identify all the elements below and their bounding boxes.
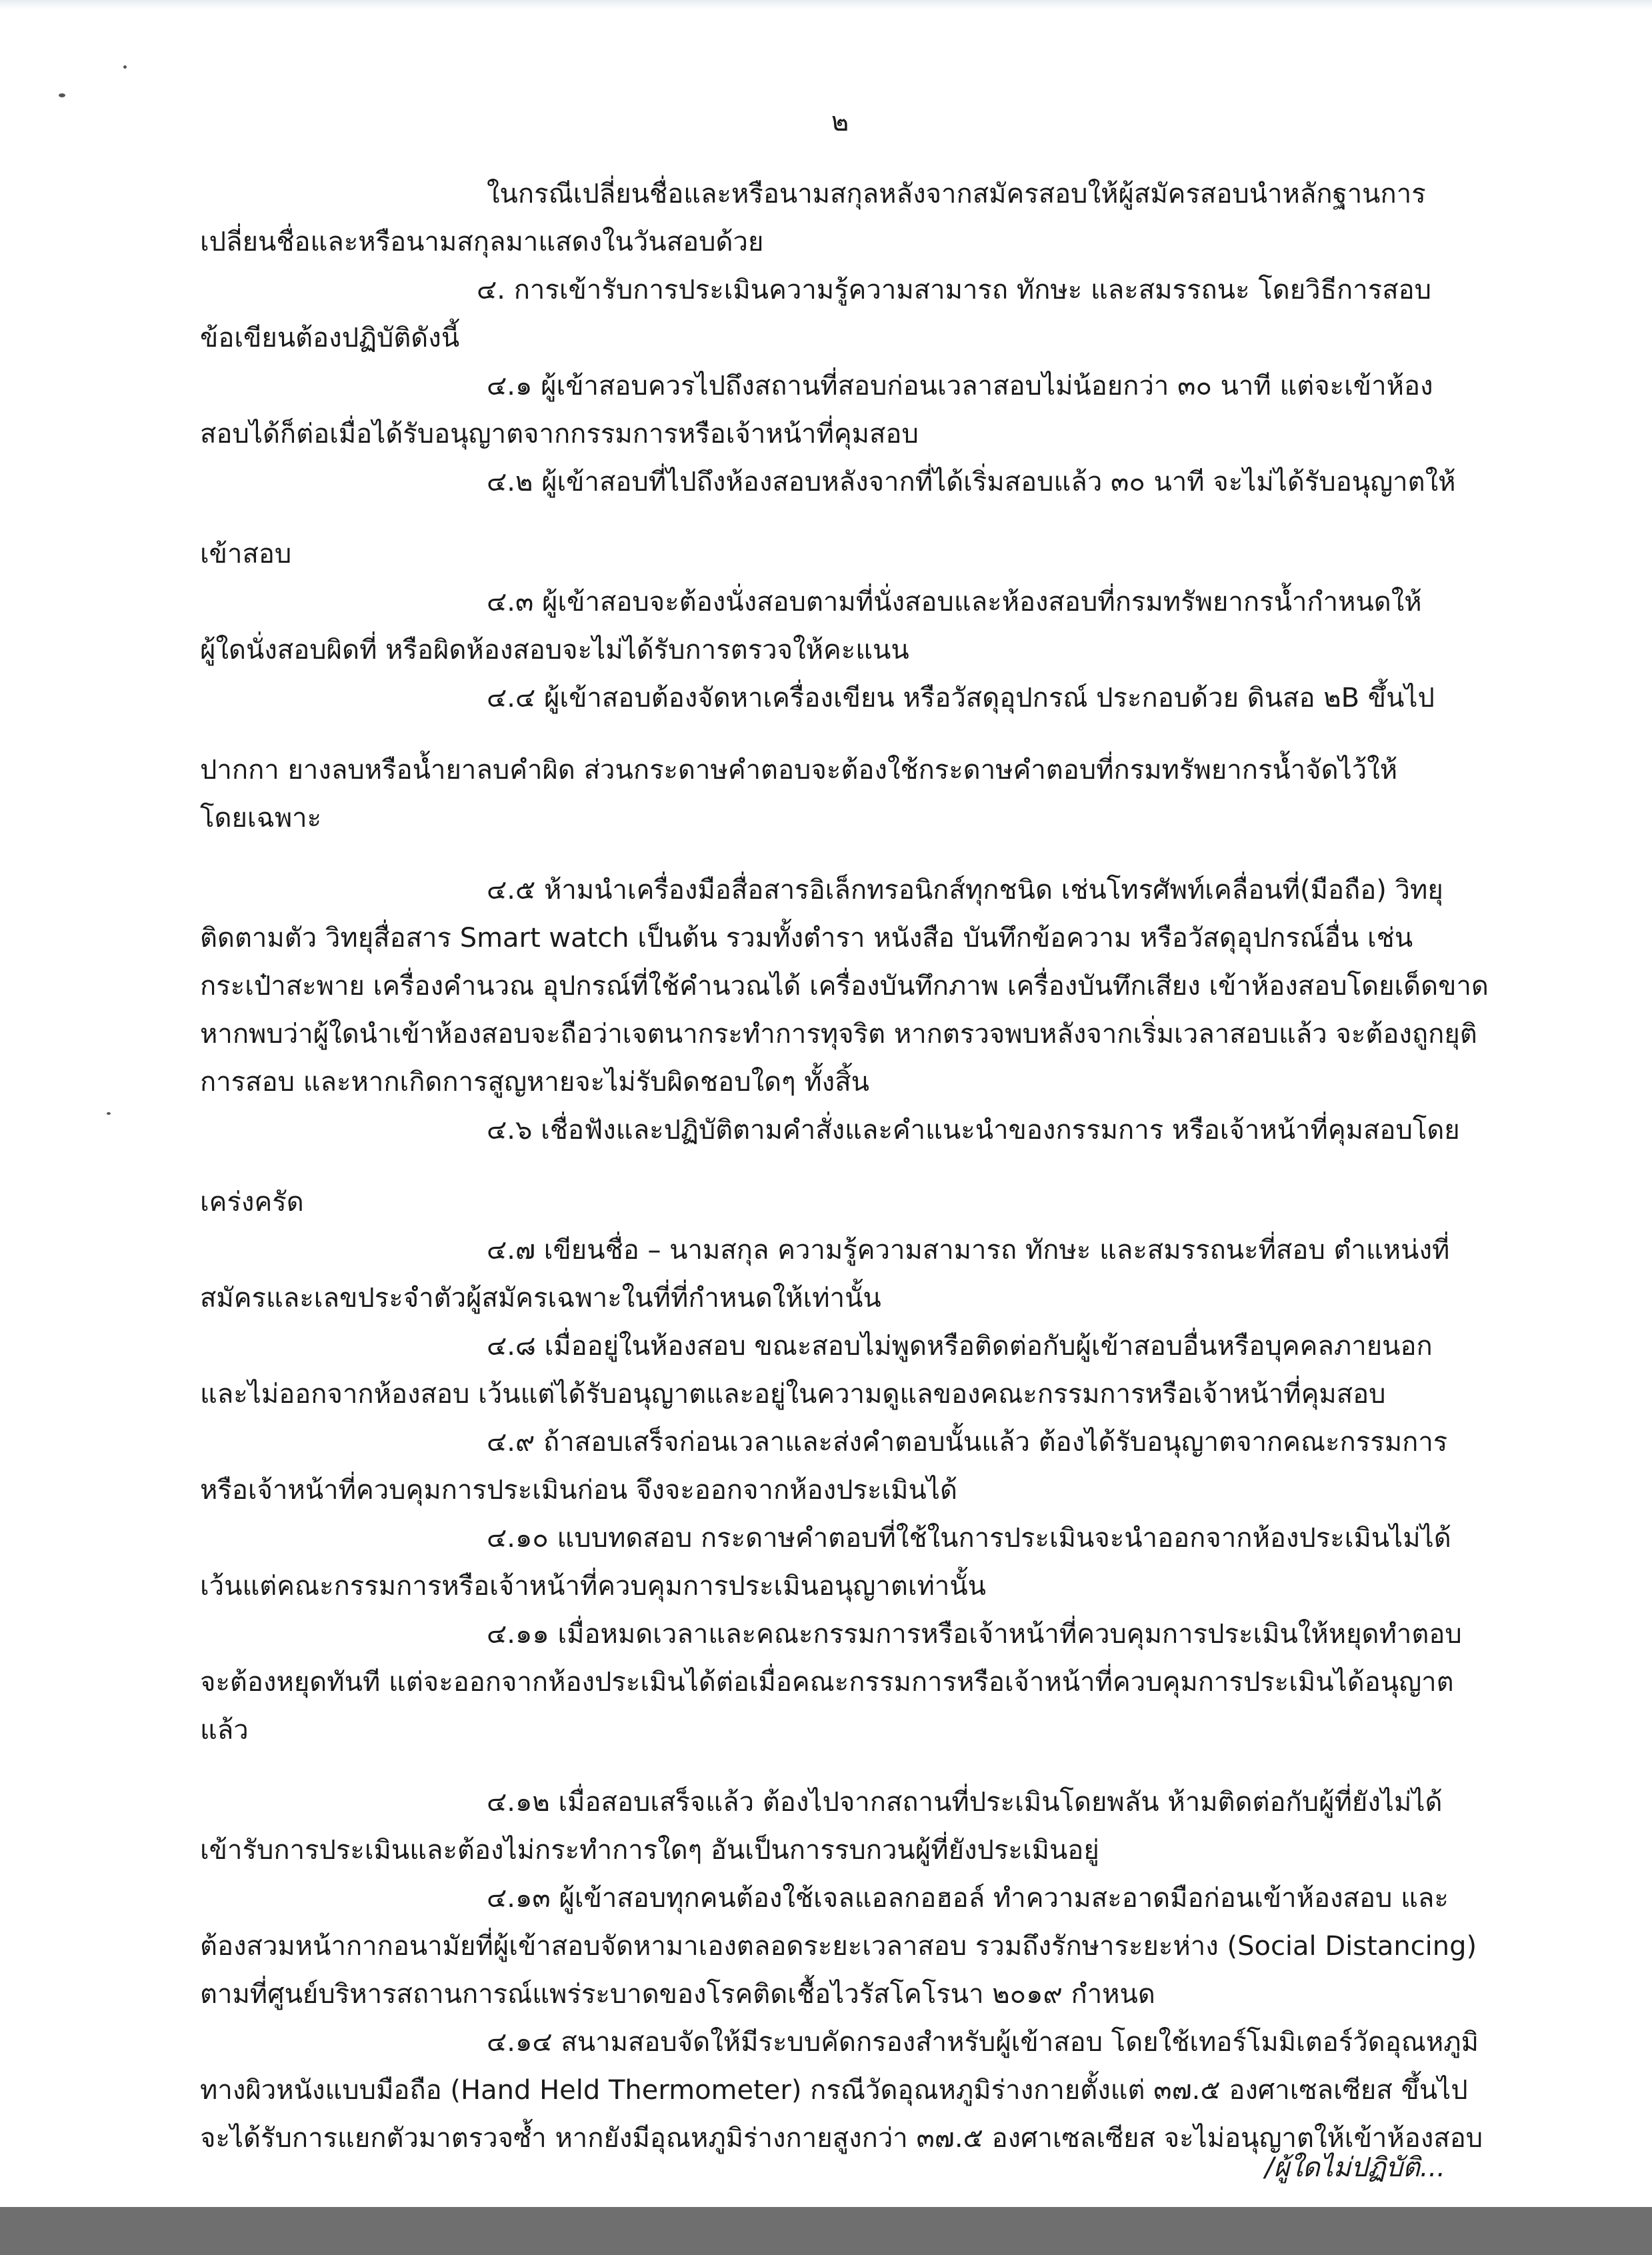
paragraph-line: การสอบ และหากเกิดการสูญหายจะไม่รับผิดชอบใดๆ ทั้งสิ้น bbox=[200, 1067, 869, 1097]
page-number: ๒ bbox=[831, 107, 849, 137]
rule-item-4-6: ๔.๖ เชื่อฟังและปฏิบัติตามคำสั่งและคำแนะนำของกรรมการ หรือเจ้าหน้าที่คุมสอบโดย bbox=[487, 1115, 1460, 1146]
paragraph-line: เข้ารับการประเมินและต้องไม่กระทำการใดๆ อันเป็นการรบกวนผู้ที่ยังประเมินอยู่ bbox=[200, 1835, 1099, 1866]
rule-item-4-12: ๔.๑๒ เมื่อสอบเสร็จแล้ว ต้องไปจากสถานที่ประเมินโดยพลัน ห้ามติดต่อกับผู้ที่ยังไม่ได้ bbox=[487, 1787, 1443, 1818]
paragraph-line: ทางผิวหนังแบบมือถือ (Hand Held Thermometer) กรณีวัดอุณหภูมิร่างกายตั้งแต่ ๓๗.๕ องศาเซลเซียส ขึ้นไป bbox=[200, 2075, 1468, 2106]
paragraph-line: กระเป๋าสะพาย เครื่องคำนวณ อุปกรณ์ที่ใช้คำนวณได้ เครื่องบันทึกภาพ เครื่องบันทึกเสียง เข้าห้องสอบโดยเด็ดขาด bbox=[200, 971, 1489, 1001]
paragraph-line: ติดตามตัว วิทยุสื่อสาร Smart watch เป็นต้น รวมทั้งตำรา หนังสือ บันทึกข้อความ หรือวัสดุอุปกรณ์อื่น เช่น bbox=[200, 923, 1413, 953]
rule-item-4-2: ๔.๒ ผู้เข้าสอบที่ไปถึงห้องสอบหลังจากที่ได้เริ่มสอบแล้ว ๓๐ นาที จะไม่ได้รับอนุญาตให้ bbox=[487, 467, 1456, 497]
rule-item-4-10: ๔.๑๐ แบบทดสอบ กระดาษคำตอบที่ใช้ในการประเมินจะนำออกจากห้องประเมินไม่ได้ bbox=[487, 1523, 1451, 1554]
scan-speck bbox=[107, 1112, 111, 1115]
continuation-marker: /ผู้ใดไม่ปฏิบัติ... bbox=[1265, 2152, 1445, 2183]
paragraph-line: และไม่ออกจากห้องสอบ เว้นแต่ได้รับอนุญาตและอยู่ในความดูแลของคณะกรรมการหรือเจ้าหน้าที่คุมสอบ bbox=[200, 1379, 1386, 1410]
paragraph-line: หรือเจ้าหน้าที่ควบคุมการประเมินก่อน จึงจะออกจากห้องประเมินได้ bbox=[200, 1475, 957, 1506]
paragraph-line: เปลี่ยนชื่อและหรือนามสกุลมาแสดงในวันสอบด้วย bbox=[200, 227, 764, 257]
paragraph-line: จะได้รับการแยกตัวมาตรวจซ้ำ หากยังมีอุณหภูมิร่างกายสูงกว่า ๓๗.๕ องศาเซลเซียส จะไม่อนุญาตให้เข้าห้องสอบ bbox=[200, 2123, 1483, 2154]
paragraph-line: แล้ว bbox=[200, 1715, 249, 1746]
paragraph-line: ข้อเขียนต้องปฏิบัติดังนี้ bbox=[200, 323, 460, 353]
document-body bbox=[200, 170, 1520, 2162]
rule-item-4-7: ๔.๗ เขียนชื่อ – นามสกุล ความรู้ความสามารถ ทักษะ และสมรรถนะที่สอบ ตำแหน่งที่ bbox=[487, 1235, 1450, 1266]
paragraph-line: เข้าสอบ bbox=[200, 539, 292, 569]
paragraph-line: ปากกา ยางลบหรือน้ำยาลบคำผิด ส่วนกระดาษคำตอบจะต้องใช้กระดาษคำตอบที่กรมทรัพยากรน้ำจัดไว้ให้ bbox=[200, 755, 1398, 785]
rule-item-4-9: ๔.๙ ถ้าสอบเสร็จก่อนเวลาและส่งคำตอบนั้นแล้ว ต้องได้รับอนุญาตจากคณะกรรมการ bbox=[487, 1427, 1448, 1458]
paragraph-line: เว้นแต่คณะกรรมการหรือเจ้าหน้าที่ควบคุมการประเมินอนุญาตเท่านั้น bbox=[200, 1571, 987, 1602]
rule-item-4-11: ๔.๑๑ เมื่อหมดเวลาและคณะกรรมการหรือเจ้าหน้าที่ควบคุมการประเมินให้หยุดทำตอบ bbox=[487, 1619, 1462, 1650]
paragraph-line: ผู้ใดนั่งสอบผิดที่ หรือผิดห้องสอบจะไม่ได้รับการตรวจให้คะแนน bbox=[200, 635, 909, 665]
rule-item-4-4: ๔.๔ ผู้เข้าสอบต้องจัดหาเครื่องเขียน หรือวัสดุอุปกรณ์ ประกอบด้วย ดินสอ ๒B ขึ้นไป bbox=[487, 683, 1435, 713]
scan-bottom-bar bbox=[0, 2207, 1652, 2255]
rule-item-4-1: ๔.๑ ผู้เข้าสอบควรไปถึงสถานที่สอบก่อนเวลาสอบไม่น้อยกว่า ๓๐ นาที แต่จะเข้าห้อง bbox=[487, 371, 1433, 401]
paragraph-line: หากพบว่าผู้ใดนำเข้าห้องสอบจะถือว่าเจตนากระทำการทุจริต หากตรวจพบหลังจากเริ่มเวลาสอบแล้ว จะต้องถูกยุติ bbox=[200, 1019, 1477, 1049]
scan-speck bbox=[59, 93, 65, 97]
rule-item-4-5: ๔.๕ ห้ามนำเครื่องมือสื่อสารอิเล็กทรอนิกส์ทุกชนิด เช่นโทรศัพท์เคลื่อนที่(มือถือ) วิทยุ bbox=[487, 875, 1443, 905]
paragraph-line: จะต้องหยุดทันที แต่จะออกจากห้องประเมินได้ต่อเมื่อคณะกรรมการหรือเจ้าหน้าที่ควบคุมการประเมินได้อนุญาต bbox=[200, 1667, 1454, 1698]
paragraph-line: ตามที่ศูนย์บริหารสถานการณ์แพร่ระบาดของโรคติดเชื้อไวรัสโคโรนา ๒๐๑๙ กำหนด bbox=[200, 1979, 1155, 2010]
paragraph-line: สอบได้ก็ต่อเมื่อได้รับอนุญาตจากกรรมการหรือเจ้าหน้าที่คุมสอบ bbox=[200, 419, 919, 449]
paragraph-line: ในกรณีเปลี่ยนชื่อและหรือนามสกุลหลังจากสมัครสอบให้ผู้สมัครสอบนำหลักฐานการ bbox=[487, 179, 1426, 209]
section-heading: ๔. การเข้ารับการประเมินความรู้ความสามารถ ทักษะ และสมรรถนะ โดยวิธีการสอบ bbox=[477, 275, 1432, 305]
paragraph-line: เคร่งครัด bbox=[200, 1187, 304, 1218]
rule-item-4-8: ๔.๘ เมื่ออยู่ในห้องสอบ ขณะสอบไม่พูดหรือติดต่อกับผู้เข้าสอบอื่นหรือบุคคลภายนอก bbox=[487, 1331, 1433, 1362]
paragraph-line: ต้องสวมหน้ากากอนามัยที่ผู้เข้าสอบจัดหามาเองตลอดระยะเวลาสอบ รวมถึงรักษาระยะห่าง (Social Distancing) bbox=[200, 1931, 1477, 1962]
paragraph-line: โดยเฉพาะ bbox=[200, 803, 322, 833]
paragraph-line: สมัครและเลขประจำตัวผู้สมัครเฉพาะในที่ที่กำหนดให้เท่านั้น bbox=[200, 1283, 881, 1314]
rule-item-4-14: ๔.๑๔ สนามสอบจัดให้มีระบบคัดกรองสำหรับผู้เข้าสอบ โดยใช้เทอร์โมมิเตอร์วัดอุณหภูมิ bbox=[487, 2027, 1479, 2058]
rule-item-4-3: ๔.๓ ผู้เข้าสอบจะต้องนั่งสอบตามที่นั่งสอบและห้องสอบที่กรมทรัพยากรน้ำกำหนดให้ bbox=[487, 587, 1422, 617]
scan-top-edge bbox=[0, 0, 1652, 9]
rule-item-4-13: ๔.๑๓ ผู้เข้าสอบทุกคนต้องใช้เจลแอลกอฮอล์ ทำความสะอาดมือก่อนเข้าห้องสอบ และ bbox=[487, 1883, 1449, 1914]
scan-speck bbox=[123, 65, 127, 69]
